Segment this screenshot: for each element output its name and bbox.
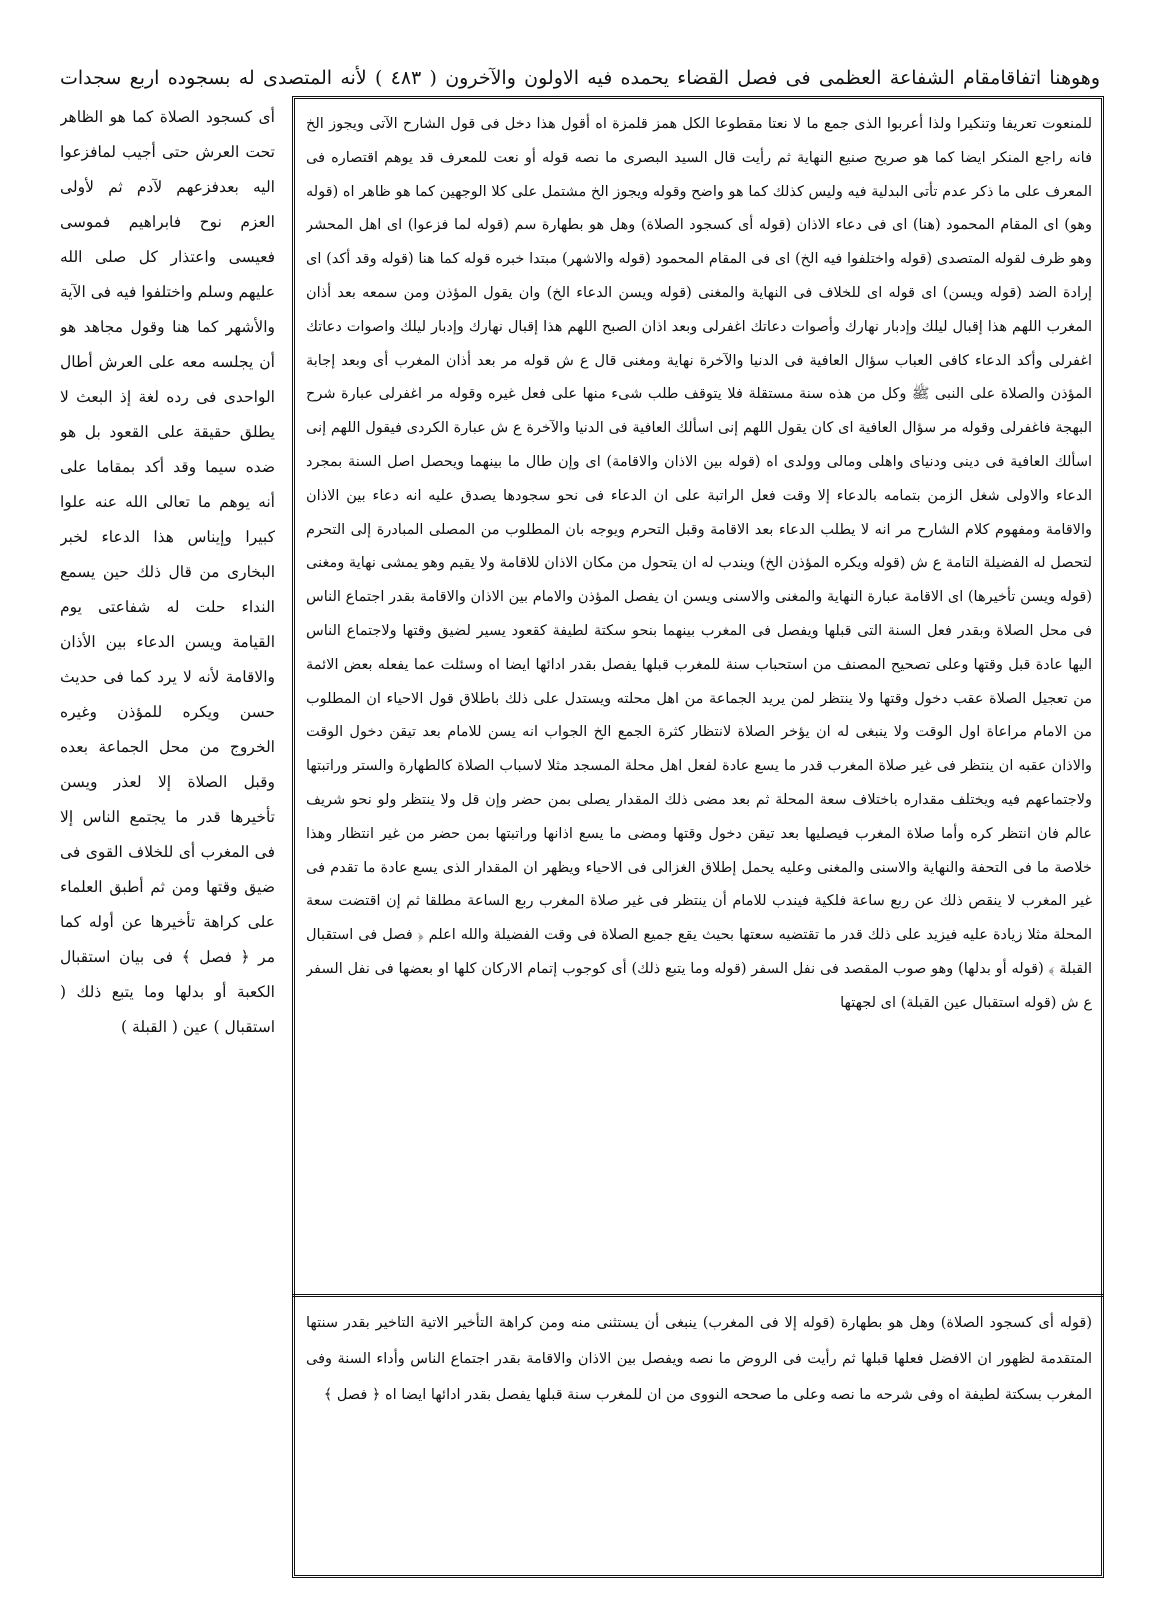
section-divider [292,1294,1104,1297]
commentary-footnote-text: (قوله أى كسجود الصلاة) وهل هو بطهارة (قوله إلا فى المغرب) ينبغى أن يستثنى منه ومن كراهة التأخير الاتية التاخير بقدر سنتها المتقدمة لظهور ان الافضل فعلها قبلها ثم رأيت فى الروض ما نصه ويفصل بين الاذان والاقامة بقدر اجتماع الناس وأداء السنة وفى المغرب بسكتة لطيفة اه وفى شرحه ما نصه وعلى ما صححه النووى من ان للمغرب سنة قبلها يفصل بقدر ادائها ايضا اه ﴿ فصل ﴾ [306,1315,1092,1403]
page-header: وهوهنا اتفاقامقام الشفاعة العظمى فى فصل القضاء يحمده فيه الاولون والآخرون ( ٤٨٣ ) لأنه المتصدى له بسجوده اربع سجدات [60,67,1100,89]
commentary-main-text: للمنعوت تعريفا وتنكيرا ولذا أعربوا الذى جمع ما لا نعتا مقطوعا الكل همز قلمزة اه أقول هذا دخل فى قول الشارح الآتى ويجوز الخ فانه راجع المنكر ايضا كما هو صريح صنيع النهاية ثم رأيت قال السيد البصرى ما نصه قوله أو نعت للمعرف قد يوهم اقتصاره فى المعرف على ما ذكر عدم تأتى البدلية فيه وليس كذلك كما هو واضح وقوله ويجوز الخ مشتمل على كلا الوجهين كما هو ظاهر اه (قوله وهو) اى المقام المحمود (هنا) اى فى دعاء الاذان (قوله أى كسجود الصلاة) وهل هو بطهارة سم (قوله لما فزعوا) اى اهل المحشر وهو ظرف لقوله المتصدى (قوله واختلفوا فيه الخ) اى فى المقام المحمود (قوله والاشهر) مبتدا خبره قوله كما هنا (قوله وقد أكد) اى إرادة الضد (قوله ويسن) اى قوله اى للخلاف فى النهاية والمغنى (قوله ويسن الدعاء الخ) وان يقول المؤذن ومن سمعه بعد أذان المغرب اللهم هذا إقبال ليلك وإدبار نهارك وأصوات دعاتك اغفرلى وبعد اذان الصبح اللهم هذا إقبال نهارك وإدبار ليلك واصوات دعاتك اغفرلى وأكد الدعاء كافى العباب سؤال العافية فى الدنيا والآخرة نهاية ومغنى قال ع ش قوله مر بعد أذان المغرب أى وبعد إجابة المؤذن والصلاة على النبى ﷺ وكل من هذه سنة مستقلة فلا يتوقف طلب شىء منها على فعل غيره وقوله مر اغفرلى عبارة شرح البهجة فاغفرلى وقوله مر سؤال العافية اى كان يقول اللهم إنى اسألك العافية فى الدنيا والآخرة ع ش عبارة الكردى فيقول اللهم إنى اسألك العافية فى دينى ودنياى واهلى ومالى وولدى اه (قوله بين الاذان والاقامة) اى وإن طال ما بينهما ويحصل اصل السنة بمجرد الدعاء والاولى شغل الزمن بتمامه بالدعاء إلا وقت فعل الراتبة على ان الدعاء فى نحو سجودها يصدق عليه انه دعاء بين الاذان والاقامة ومفهوم كلام الشارح مر انه لا يطلب الدعاء بعد الاقامة وقبل التحرم ويوجه بان المطلوب من المصلى المبادرة إلى التحرم لتحصل له الفضيلة التامة ع ش (قوله ويكره المؤذن الخ) ويندب له ان يتحول من مكان الاذان للاقامة ولا يقيم وهو يمشى نهاية ومغنى (قوله ويسن تأخيرها) اى الاقامة عبارة النهاية والمغنى والاسنى ويسن ان يفصل المؤذن والامام بين الاذان والاقامة بقدر اجتماع الناس فى محل الصلاة وبقدر فعل السنة التى قبلها ويفصل فى المغرب بينهما بنحو سكتة لطيفة كقعود يسير لضيق وقتها ولاجتماع الناس اليها عادة قبل وقتها وعلى تصحيح المصنف من استحباب سنة للمغرب قبلها يفصل بقدر ادائها ايضا اه وسئلت عما يفعله بعض الائمة من تعجيل الصلاة عقب دخول وقتها ولا ينتظر لمن يريد الجماعة من اهل محلته ويستدل على ذلك باطلاق قول الاحياء ان المطلوب من الامام مراعاة اول الوقت ولا ينبغى له ان يؤخر الصلاة لانتظار كثرة الجمع الخ الجواب انه يسن للامام بعد تيقن دخول الوقت والاذان عقبه ان ينتظر فى غير صلاة المغرب قدر ما يسع عادة لفعل اهل محلة المسجد مثلا لاسباب الصلاة كالطهارة والستر وراتبتها ولاجتماعهم فيه ويختلف مقداره باختلاف سعة المحلة ثم بعد مضى ذلك المقدار يصلى بمن حضر وإن قل ولا ينتظر ولو نحو شريف عالم فان انتظر كره وأما صلاة المغرب فيصليها بعد تيقن دخول وقتها ومضى ما يسع اذانها وراتبتها بمن حضر من غير انتظار وهذا خلاصة ما فى التحفة والنهاية والاسنى والمغنى وعليه يحمل إطلاق الغزالى فى الاحياء ويظهر ان المقدار الذى يسع عادة ما تقدم فى غير المغرب لا ينقص ذلك عن ربع ساعة فلكية فيندب للامام أن ينتظر فى غير صلاة المغرب ربع الساعة مطلقا ثم إن اقتضت سعة المحلة مثلا زيادة عليه فيزيد على ذلك قدر ما تقتضيه سعتها بحيث يقع جميع الصلاة فى وقت الفضيلة والله اعلم ﴿ فصل فى استقبال القبلة ﴾ (قوله أو بدلها) وهو صوب المقصد فى نفل السفر (قوله وما يتبع ذلك) أى كوجوب إتمام الاركان كلها او بعضها فى نفل السفر ع ش (قوله استقبال عين القبلة) اى لجهتها [306,116,1092,1011]
matn-side-column: أى كسجود الصلاة كما هو الظاهر تحت العرش حتى أجيب لمافزعوا اليه بعدفزعهم لآدم ثم لأولى العزم نوح فابراهيم فموسى فعيسى واعتذار كل صلى الله عليهم وسلم واختلفوا فيه فى الآية والأشهر كما هنا وقول مجاهد هو أن يجلسه معه على العرش أطال الواحدى فى رده لغة إذ البعث لا يطلق حقيقة على القعود بل هو ضده سيما وقد أكد بمقاما على أنه يوهم ما تعالى الله عنه علوا كبيرا وإيناس هذا الدعاء لخبر البخارى من قال ذلك حين يسمع النداء حلت له شفاعتى يوم القيامة ويسن الدعاء بين الأذان والاقامة لأنه لا يرد كما فى حديث حسن ويكره للمؤذن وغيره الخروج من محل الجماعة بعده وقبل الصلاة إلا لعذر ويسن تأخيرها قدر ما يجتمع الناس إلا فى المغرب أى للخلاف القوى فى ضيق وقتها ومن ثم أطبق العلماء على كراهة تأخيرها عن أوله كما مر ﴿ فصل ﴾ فى بيان استقبال الكعبة أو بدلها وما يتبع ذلك ( استقبال ) عين ( القبلة ) [60,108,275,1036]
